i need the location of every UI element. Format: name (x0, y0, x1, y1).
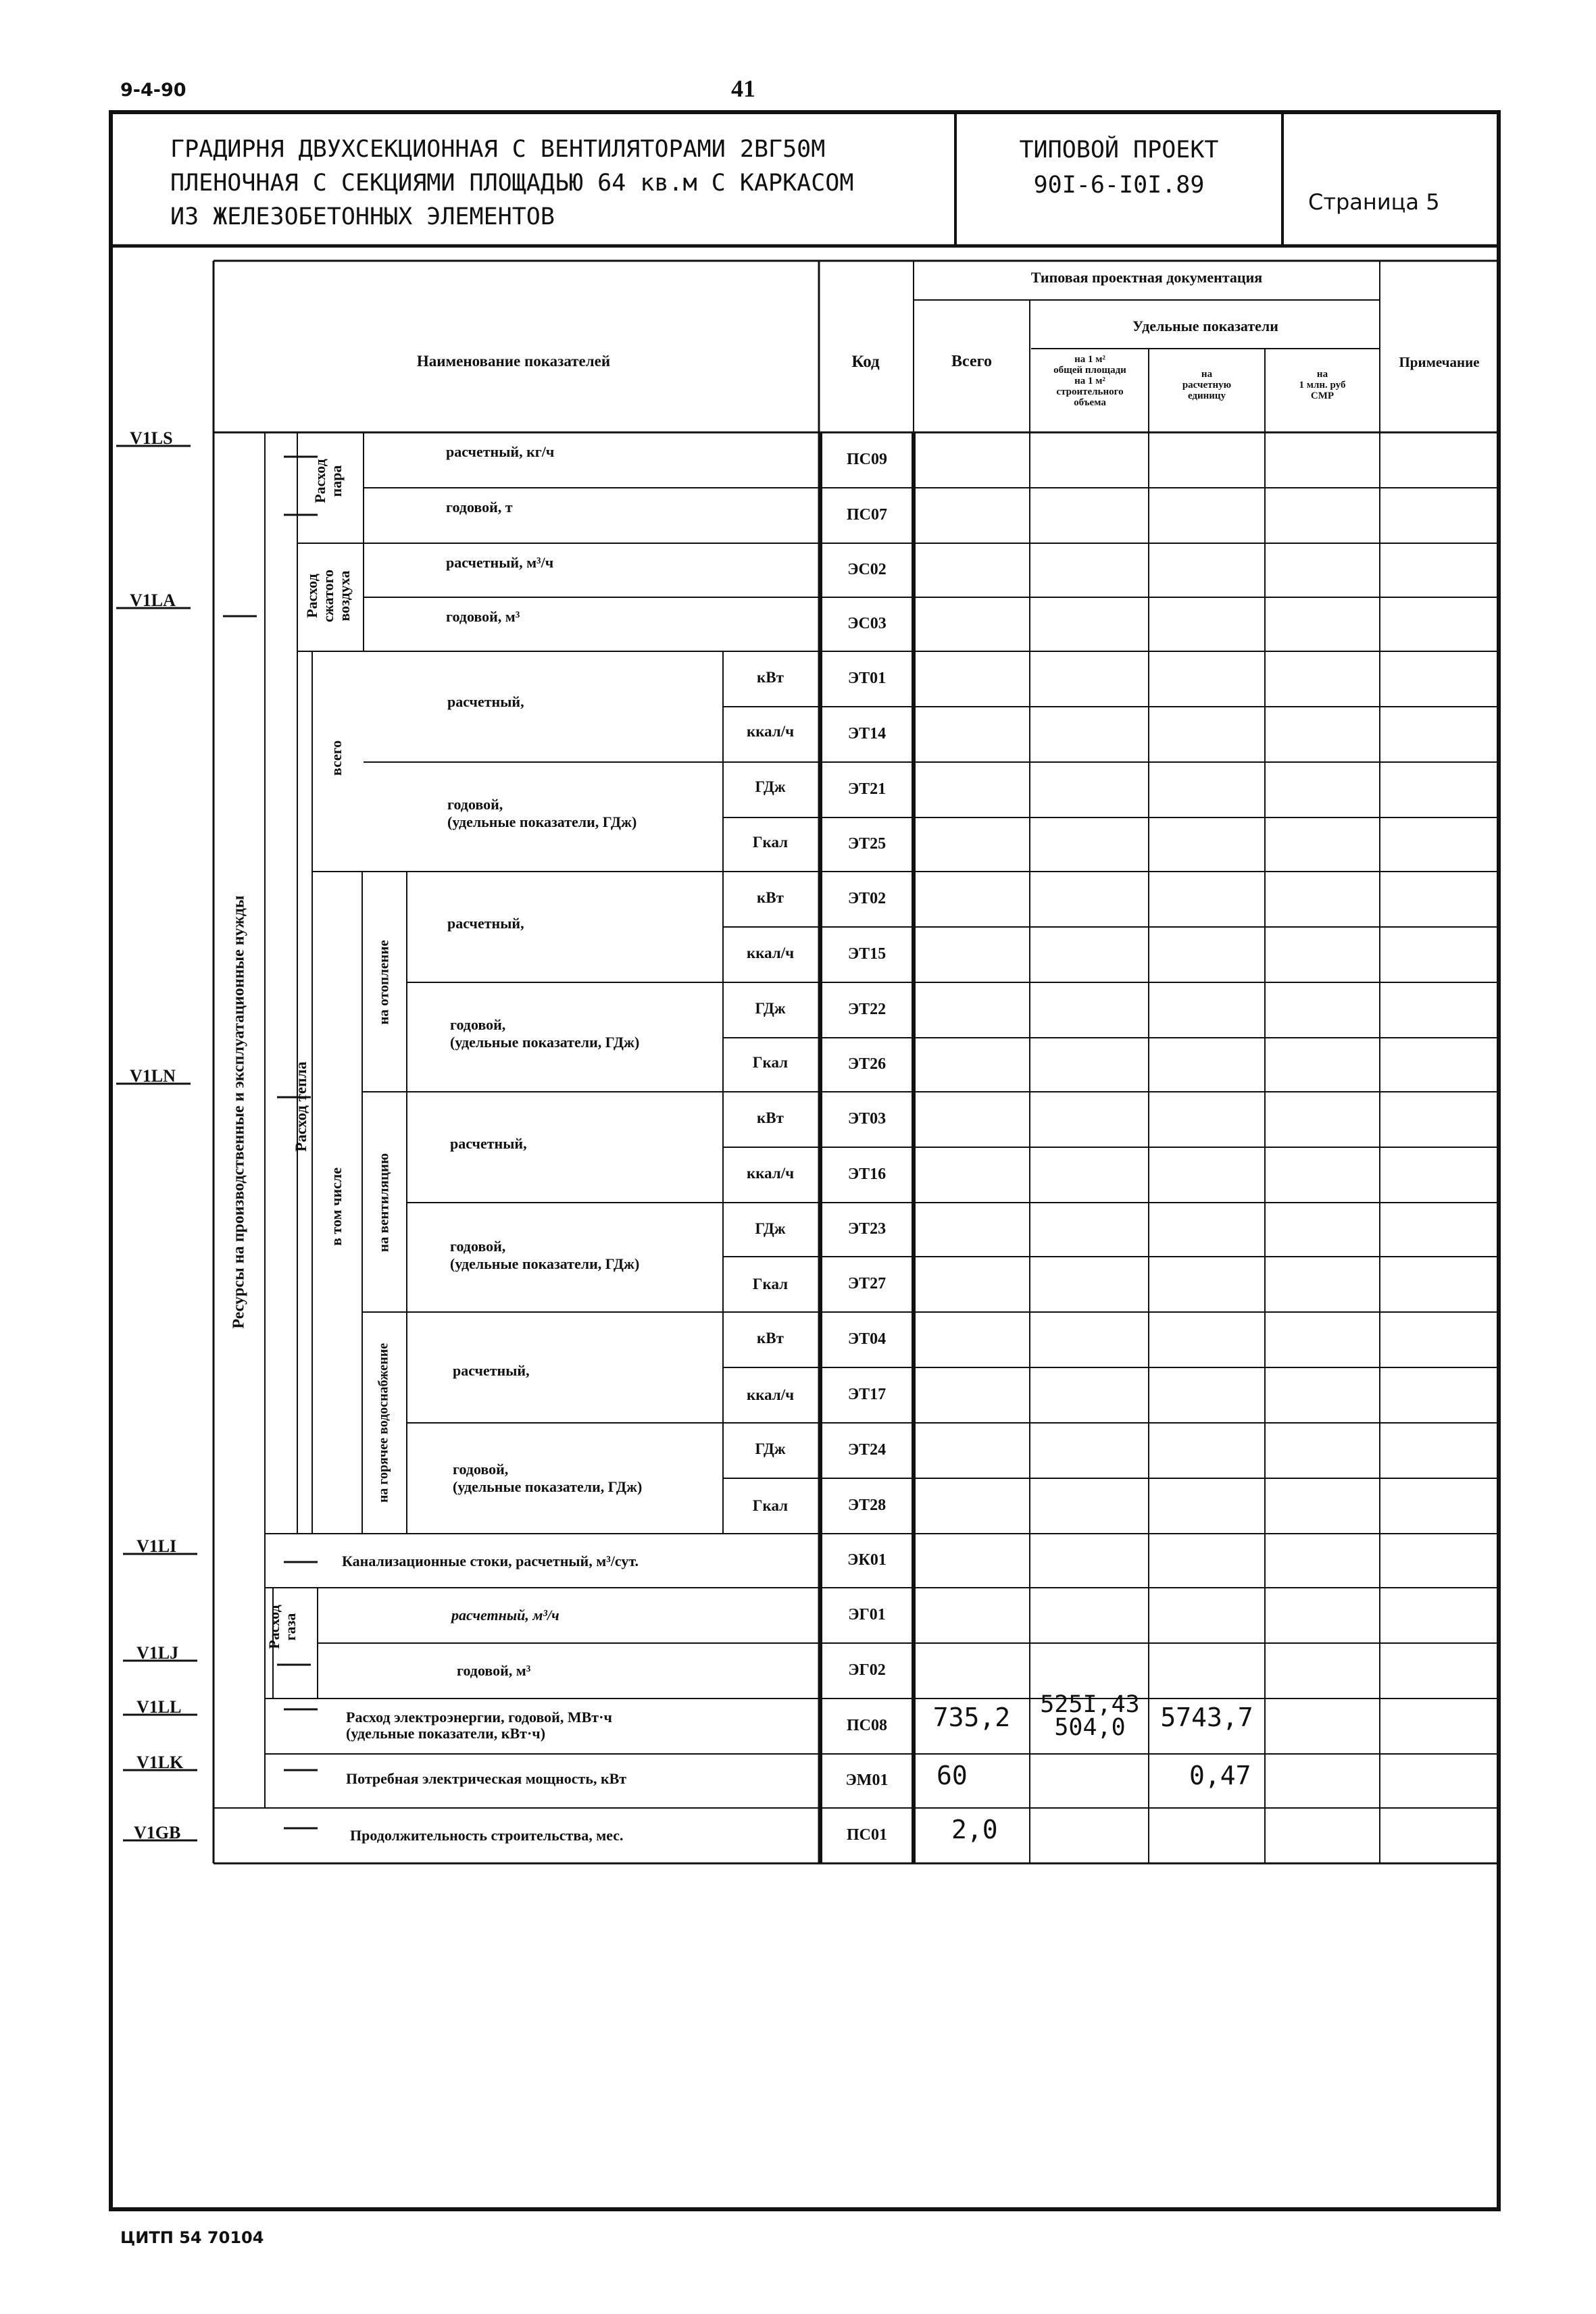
row-label-ps09: расчетный, кг/ч (446, 443, 555, 460)
code-cell: ЭТ02 (847, 890, 887, 907)
unit-gj: ГДж (755, 778, 786, 795)
project-label: ТИПОВОЙ ПРОЕКТ (1019, 136, 1219, 164)
header-typical-docs: Типовая проектная документация (1030, 269, 1263, 286)
code-cell: ЭМ01 (845, 1771, 889, 1789)
header-name: Наименование показателей (416, 353, 611, 370)
group-steam: Расход пара (311, 459, 345, 503)
row-label-ps07: годовой, т (446, 499, 513, 515)
value-ps01-total: 2,0 (951, 1815, 998, 1844)
document-code: 9-4-90 (120, 80, 186, 101)
unit-kcal: ккал/ч (746, 723, 795, 740)
code-cell: ЭТ03 (847, 1110, 887, 1128)
header-per-mln: на 1 млн. руб СМР (1299, 369, 1346, 401)
unit-kw: кВт (757, 889, 784, 906)
code-cell: ЭГ01 (848, 1606, 886, 1624)
unit-kw: кВт (757, 669, 784, 686)
header-note: Примечание (1399, 354, 1480, 370)
project-number: 90I-6-I0I.89 (1033, 172, 1205, 199)
side-label-v1lj: V1LJ (136, 1643, 179, 1663)
side-label-v1gb: V1GB (134, 1823, 181, 1842)
code-cell: ЭТ28 (847, 1496, 887, 1514)
value-em01-per-unit: 0,47 (1189, 1761, 1251, 1790)
value-ps08-per-unit: 5743,7 (1160, 1703, 1253, 1732)
row-label-et02: расчетный, (447, 915, 524, 932)
row-label-eg02: годовой, м³ (457, 1662, 531, 1679)
row-label-ek01: Канализационные стоки, расчетный, м³/сут. (342, 1553, 639, 1569)
row-label-et04: расчетный, (453, 1362, 530, 1379)
code-cell: ЭТ14 (847, 725, 887, 743)
unit-kcal: ккал/ч (746, 945, 795, 961)
code-cell: ЭС02 (847, 561, 887, 578)
unit-gcal: Гкал (752, 1276, 789, 1292)
code-cell: ЭТ16 (847, 1165, 887, 1183)
page-label: Страница 5 (1308, 189, 1440, 215)
code-cell: ЭТ25 (847, 835, 887, 853)
group-resources: Ресурсы на производственные и эксплуатационные нужды (230, 895, 248, 1329)
row-label-et22: годовой, (удельные показатели, ГДж) (450, 1016, 640, 1051)
code-cell: ЭТ04 (847, 1330, 887, 1348)
unit-gcal: Гкал (752, 1497, 789, 1514)
code-cell: ЭТ27 (847, 1275, 887, 1292)
code-cell: ЭГ02 (848, 1661, 886, 1679)
page-number: 41 (731, 75, 755, 102)
value-ps08-total: 735,2 (932, 1703, 1011, 1732)
code-cell: ЭТ01 (847, 670, 887, 687)
row-label-et01: расчетный, (447, 693, 524, 710)
title-line-2: ПЛЕНОЧНАЯ С СЕКЦИЯМИ ПЛОЩАДЬЮ 64 кв.м С КАРКАСОМ (170, 170, 854, 197)
row-label-em01: Потребная электрическая мощность, кВт (346, 1770, 627, 1787)
header-specific: Удельные показатели (1132, 318, 1278, 334)
group-gas: Расход газа (266, 1605, 299, 1649)
code-cell: ПС01 (847, 1826, 887, 1844)
unit-gj: ГДж (755, 1440, 786, 1457)
unit-gj: ГДж (755, 1220, 786, 1237)
header-total: Всего (951, 353, 992, 370)
footer-code: ЦИТП 54 70104 (120, 2228, 264, 2247)
code-cell: ЭТ23 (847, 1220, 887, 1238)
unit-gcal: Гкал (752, 1054, 789, 1071)
row-label-eg01: расчетный, м³/ч (451, 1607, 559, 1624)
code-cell: ЭТ21 (847, 780, 887, 798)
code-cell: ЭТ15 (847, 945, 887, 963)
row-label-ps08: Расход электроэнергии, годовой, МВт·ч (удельные показатели, кВт·ч) (346, 1709, 612, 1742)
unit-kcal: ккал/ч (746, 1386, 795, 1403)
group-ventilation: на вентиляцию (375, 1153, 392, 1253)
code-cell: ПС09 (847, 451, 887, 468)
code-cell: ЭК01 (847, 1551, 887, 1569)
title-line-3: ИЗ ЖЕЛЕЗОБЕТОННЫХ ЭЛЕМЕНТОВ (170, 203, 555, 230)
code-cell: ЭТ26 (847, 1055, 887, 1073)
row-label-es03: годовой, м³ (446, 608, 520, 625)
row-label-es02: расчетный, м³/ч (446, 554, 554, 571)
code-cell: ПС07 (847, 506, 887, 524)
group-including: в том числе (328, 1167, 345, 1246)
group-heating: на отопление (375, 940, 392, 1025)
row-label-ps01: Продолжительность строительства, мес. (350, 1827, 624, 1844)
header-per-unit: на расчетную единицу (1182, 369, 1232, 401)
group-air: Расход сжатого воздуха (303, 569, 353, 623)
header-per-area: на 1 м² общей площади на 1 м² строительного объема (1053, 354, 1126, 408)
group-hot-water: на горячее водоснабжение (376, 1342, 391, 1503)
row-label-et23: годовой, (удельные показатели, ГДж) (450, 1238, 640, 1272)
unit-gcal: Гкал (752, 834, 789, 851)
code-cell: ЭТ24 (847, 1441, 887, 1459)
row-label-et21: годовой, (удельные показатели, ГДж) (447, 796, 637, 830)
row-label-et03: расчетный, (450, 1135, 527, 1152)
side-label-v1la: V1LA (130, 590, 176, 610)
header-code: Код (851, 353, 880, 371)
value-ps08-per-area: 525I,43 504,0 (1040, 1691, 1140, 1741)
title-line-1: ГРАДИРНЯ ДВУХСЕКЦИОННАЯ С ВЕНТИЛЯТОРАМИ 2ВГ50М (170, 136, 826, 163)
side-label-v1li: V1LI (136, 1536, 177, 1556)
value-em01-total: 60 (937, 1761, 968, 1790)
code-cell: ЭТ17 (847, 1386, 887, 1403)
side-label-v1ll: V1LL (136, 1697, 182, 1717)
unit-kcal: ккал/ч (746, 1165, 795, 1182)
group-heat: Расход тепла (293, 1061, 309, 1152)
code-cell: ПС08 (847, 1717, 887, 1734)
unit-kw: кВт (757, 1109, 784, 1126)
code-cell: ЭТ22 (847, 1001, 887, 1018)
group-all: всего (328, 740, 345, 776)
side-label-v1ls: V1LS (130, 428, 173, 448)
unit-kw: кВт (757, 1330, 784, 1347)
unit-gj: ГДж (755, 1000, 786, 1017)
side-label-v1ln: V1LN (130, 1066, 176, 1086)
row-label-et24: годовой, (удельные показатели, ГДж) (453, 1461, 643, 1495)
code-cell: ЭС03 (847, 615, 887, 632)
side-label-v1lk: V1LK (136, 1753, 184, 1772)
